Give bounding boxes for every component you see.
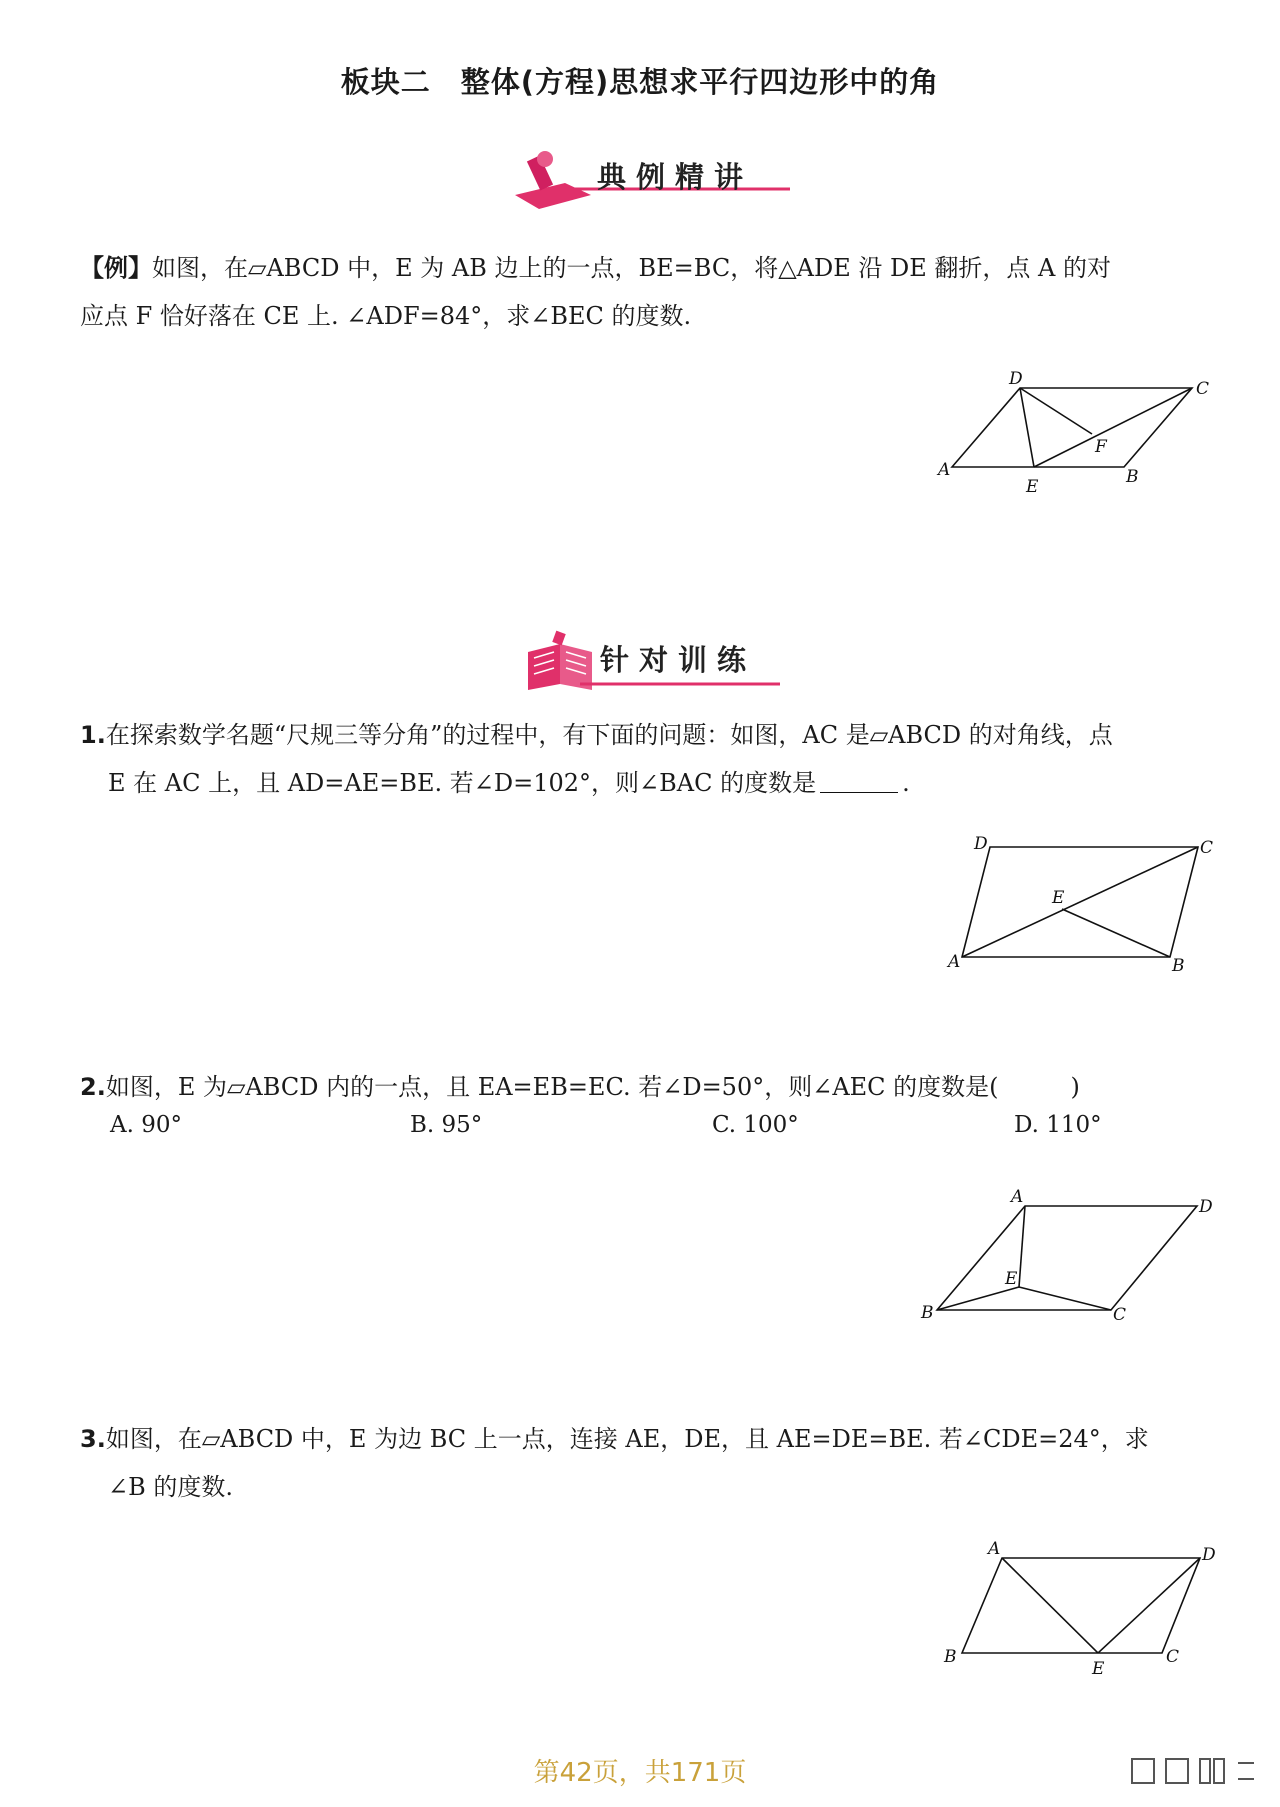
q3-figure	[930, 1540, 1220, 1680]
question-3	[80, 1415, 1210, 1511]
q3-label-d: D	[1202, 1545, 1216, 1565]
q1-label-d: D	[974, 835, 988, 854]
example-tag: 【例】	[80, 254, 152, 282]
q1-label-c: C	[1200, 838, 1214, 858]
example-banner	[505, 143, 795, 213]
question-2	[80, 1063, 1210, 1111]
training-banner-label: 针对训练	[600, 643, 757, 677]
example-label-f: F	[1095, 437, 1107, 457]
q1-label-e: E	[1052, 888, 1065, 908]
section-title: 板块二 整体(方程)思想求平行四边形中的角	[340, 65, 940, 99]
q2-label-e: E	[1005, 1269, 1018, 1289]
example-label-e: E	[1026, 477, 1039, 497]
training-banner	[520, 630, 810, 700]
q3-label-a: A	[988, 1540, 1001, 1559]
q2-option-a[interactable]: A. 90°	[110, 1112, 182, 1138]
view-toggle-icon[interactable]	[1130, 1755, 1260, 1789]
q3-label-b: B	[944, 1647, 957, 1667]
q1-label-a: A	[948, 952, 961, 972]
q2-label-c: C	[1113, 1305, 1127, 1325]
q1-label-b: B	[1172, 956, 1185, 975]
q3-label-e: E	[1092, 1659, 1105, 1679]
question-1	[80, 711, 1210, 807]
example-label-d: D	[1009, 370, 1023, 389]
q1-answer-blank[interactable]	[820, 792, 898, 793]
q3-line-2: ∠B 的度数.	[108, 1473, 234, 1501]
q1-line-2-end: .	[902, 769, 910, 797]
q2-figure	[915, 1188, 1220, 1328]
example-label-a: A	[938, 460, 951, 480]
example-label-c: C	[1196, 379, 1210, 399]
example-line-1: 如图，在▱ABCD 中，E 为 AB 边上的一点，BE=BC，将△ADE 沿 DE 翻折，点 A 的对	[152, 254, 1111, 282]
q3-number: 3.	[80, 1425, 106, 1453]
q2-line-1: 如图，E 为▱ABCD 内的一点，且 EA=EB=EC. 若∠D=50°，则∠AEC 的度数是( )	[105, 1073, 1080, 1101]
example-line-2: 应点 F 恰好落在 CE 上. ∠ADF=84°，求∠BEC 的度数.	[80, 302, 692, 330]
q1-figure	[940, 835, 1220, 975]
q2-option-d[interactable]: D. 110°	[1014, 1112, 1102, 1138]
q1-line-1: 在探索数学名题“尺规三等分角”的过程中，有下面的问题：如图，AC 是▱ABCD 的对角线，点	[105, 721, 1113, 749]
example-figure	[930, 370, 1220, 500]
example-banner-label: 典例精讲	[597, 160, 754, 194]
q2-label-b: B	[921, 1303, 934, 1323]
example-text	[80, 244, 1210, 340]
page-indicator: 第42页，共171页	[533, 1758, 747, 1788]
example-label-b: B	[1126, 467, 1139, 487]
q3-label-c: C	[1166, 1647, 1180, 1667]
q2-label-a: A	[1011, 1188, 1024, 1207]
q2-option-b[interactable]: B. 95°	[410, 1112, 483, 1138]
q1-number: 1.	[80, 721, 106, 749]
q2-number: 2.	[80, 1073, 106, 1101]
q2-label-d: D	[1199, 1197, 1213, 1217]
q3-line-1: 如图，在▱ABCD 中，E 为边 BC 上一点，连接 AE，DE，且 AE=DE=BE. 若∠CDE=24°，求	[105, 1425, 1149, 1453]
q1-line-2: E 在 AC 上，且 AD=AE=BE. 若∠D=102°，则∠BAC 的度数是	[108, 769, 817, 797]
q2-option-c[interactable]: C. 100°	[712, 1112, 799, 1138]
